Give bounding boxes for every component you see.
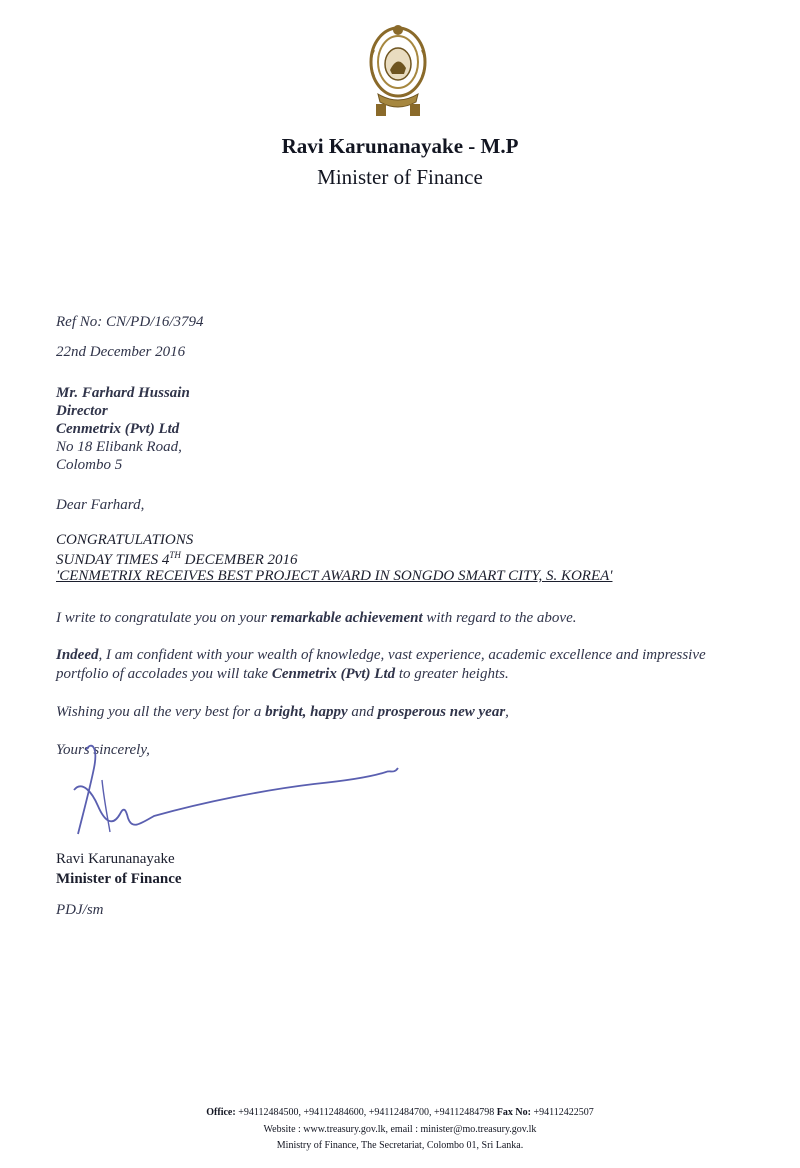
- paragraph-confidence: Indeed, I am confident with your wealth of knowledge, vast experience, academic excellence and impressive portfolio of accolades you will take Cenmetrix (Pvt) Ltd to greater heights.: [56, 647, 706, 682]
- signatory-title: Minister of Finance: [56, 871, 182, 887]
- paragraph-wishes: Wishing you all the very best for a bright, happy and prosperous new year,: [56, 704, 509, 720]
- sri-lanka-emblem-icon: [364, 20, 432, 118]
- signatory-name: Ravi Karunanayake: [56, 851, 175, 867]
- subject-line2: SUNDAY TIMES 4TH DECEMBER 2016: [56, 550, 298, 568]
- recipient-company: Cenmetrix (Pvt) Ltd: [56, 421, 180, 437]
- minister-title-heading: Minister of Finance: [317, 165, 483, 189]
- recipient-name: Mr. Farhard Hussain: [56, 385, 190, 401]
- footer-website-line: Website : www.treasury.gov.lk, email : minister@mo.treasury.gov.lk: [263, 1124, 537, 1135]
- reference-number: Ref No: CN/PD/16/3794: [56, 314, 204, 330]
- handwritten-signature: [64, 740, 414, 840]
- closing: Yours sincerely,: [56, 742, 150, 758]
- recipient-position: Director: [56, 403, 108, 419]
- letter-date: 22nd December 2016: [56, 344, 186, 360]
- reference-initials: PDJ/sm: [56, 902, 104, 918]
- salutation: Dear Farhard,: [56, 497, 145, 513]
- subject-line1: CONGRATULATIONS: [56, 532, 194, 548]
- subject-line3: 'CENMETRIX RECEIVES BEST PROJECT AWARD IN SONGDO SMART CITY, S. KOREA': [56, 568, 613, 584]
- minister-name-heading: Ravi Karunanayake - M.P: [281, 134, 519, 158]
- recipient-address-line2: Colombo 5: [56, 457, 123, 473]
- footer-contact-line: Office: +94112484500, +94112484600, +94112484700, +94112484798 Fax No: +94112422507: [206, 1107, 594, 1118]
- footer-address-line: Ministry of Finance, The Secretariat, Colombo 01, Sri Lanka.: [276, 1140, 524, 1151]
- paragraph-congratulations: I write to congratulate you on your remarkable achievement with regard to the above.: [56, 610, 577, 626]
- recipient-address-line1: No 18 Elibank Road,: [56, 439, 182, 455]
